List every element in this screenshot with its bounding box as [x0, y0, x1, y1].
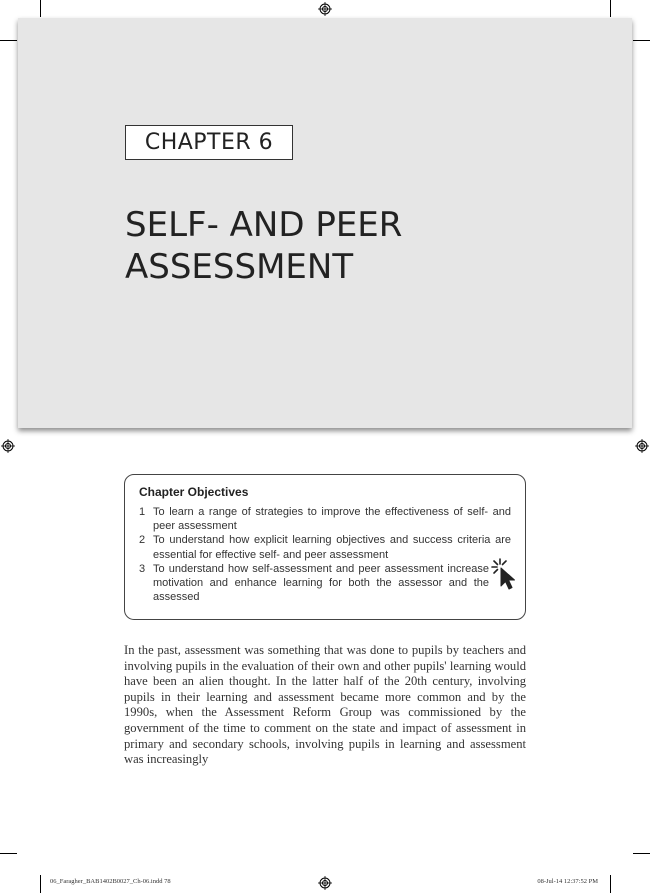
chapter-title: SELF- AND PEER ASSESSMENT — [125, 205, 403, 287]
crop-mark-left-top — [0, 40, 17, 41]
crop-mark-bottom-right — [610, 875, 611, 893]
objective-number: 3 — [139, 562, 146, 575]
slug-timestamp: 08-Jul-14 12:37:52 PM — [537, 878, 598, 885]
objective-item — [139, 562, 511, 605]
registration-mark-icon — [635, 439, 649, 453]
crop-mark-left-bottom — [0, 853, 17, 854]
objective-text: To learn a range of strategies to improve the effectiveness of self- and peer assessment — [153, 506, 511, 533]
registration-mark-icon — [318, 2, 332, 16]
objectives-list — [139, 505, 511, 604]
objectives-heading: Chapter Objectives — [139, 485, 249, 499]
chapter-objectives-box — [124, 474, 526, 620]
registration-mark-icon — [318, 876, 332, 890]
cursor-click-icon — [491, 558, 519, 592]
crop-mark-right-bottom — [633, 853, 650, 854]
chapter-title-panel — [18, 18, 632, 428]
registration-mark-icon — [1, 439, 15, 453]
body-paragraph: In the past, assessment was something that was done to pupils by teachers and involving pupils in the evaluation of their own and other pupils' learning would have been an alien thought. In the latter half of the 20th century, involving pupils in their learning and assessment became more common and by the 1990s, when the Assessment Reform Group was commissioned by the government of the time to comment on the state and impact of assessment in primary and secondary schools, involving pupils in learning and assessment was increasingly — [124, 643, 526, 767]
objective-number: 2 — [139, 534, 146, 547]
objective-number: 1 — [139, 506, 146, 518]
objective-item — [139, 533, 511, 561]
crop-mark-right-top — [633, 40, 650, 41]
crop-mark-top-right — [610, 0, 611, 17]
objective-text: To understand how self-assessment and peer assessment increase motivation and enhance learning for both the assessor and the assessed — [153, 562, 489, 604]
crop-mark-bottom-left — [40, 875, 41, 893]
crop-mark-top-left — [40, 0, 41, 17]
chapter-label: CHAPTER 6 — [125, 125, 293, 160]
objective-text: To understand how explicit learning objectives and success criteria are essential for effective self- and peer assessment — [153, 534, 511, 561]
slug-file-name: 06_Faragher_BAB1402B0027_Ch-06.indd 78 — [50, 878, 171, 885]
objective-item — [139, 505, 511, 533]
